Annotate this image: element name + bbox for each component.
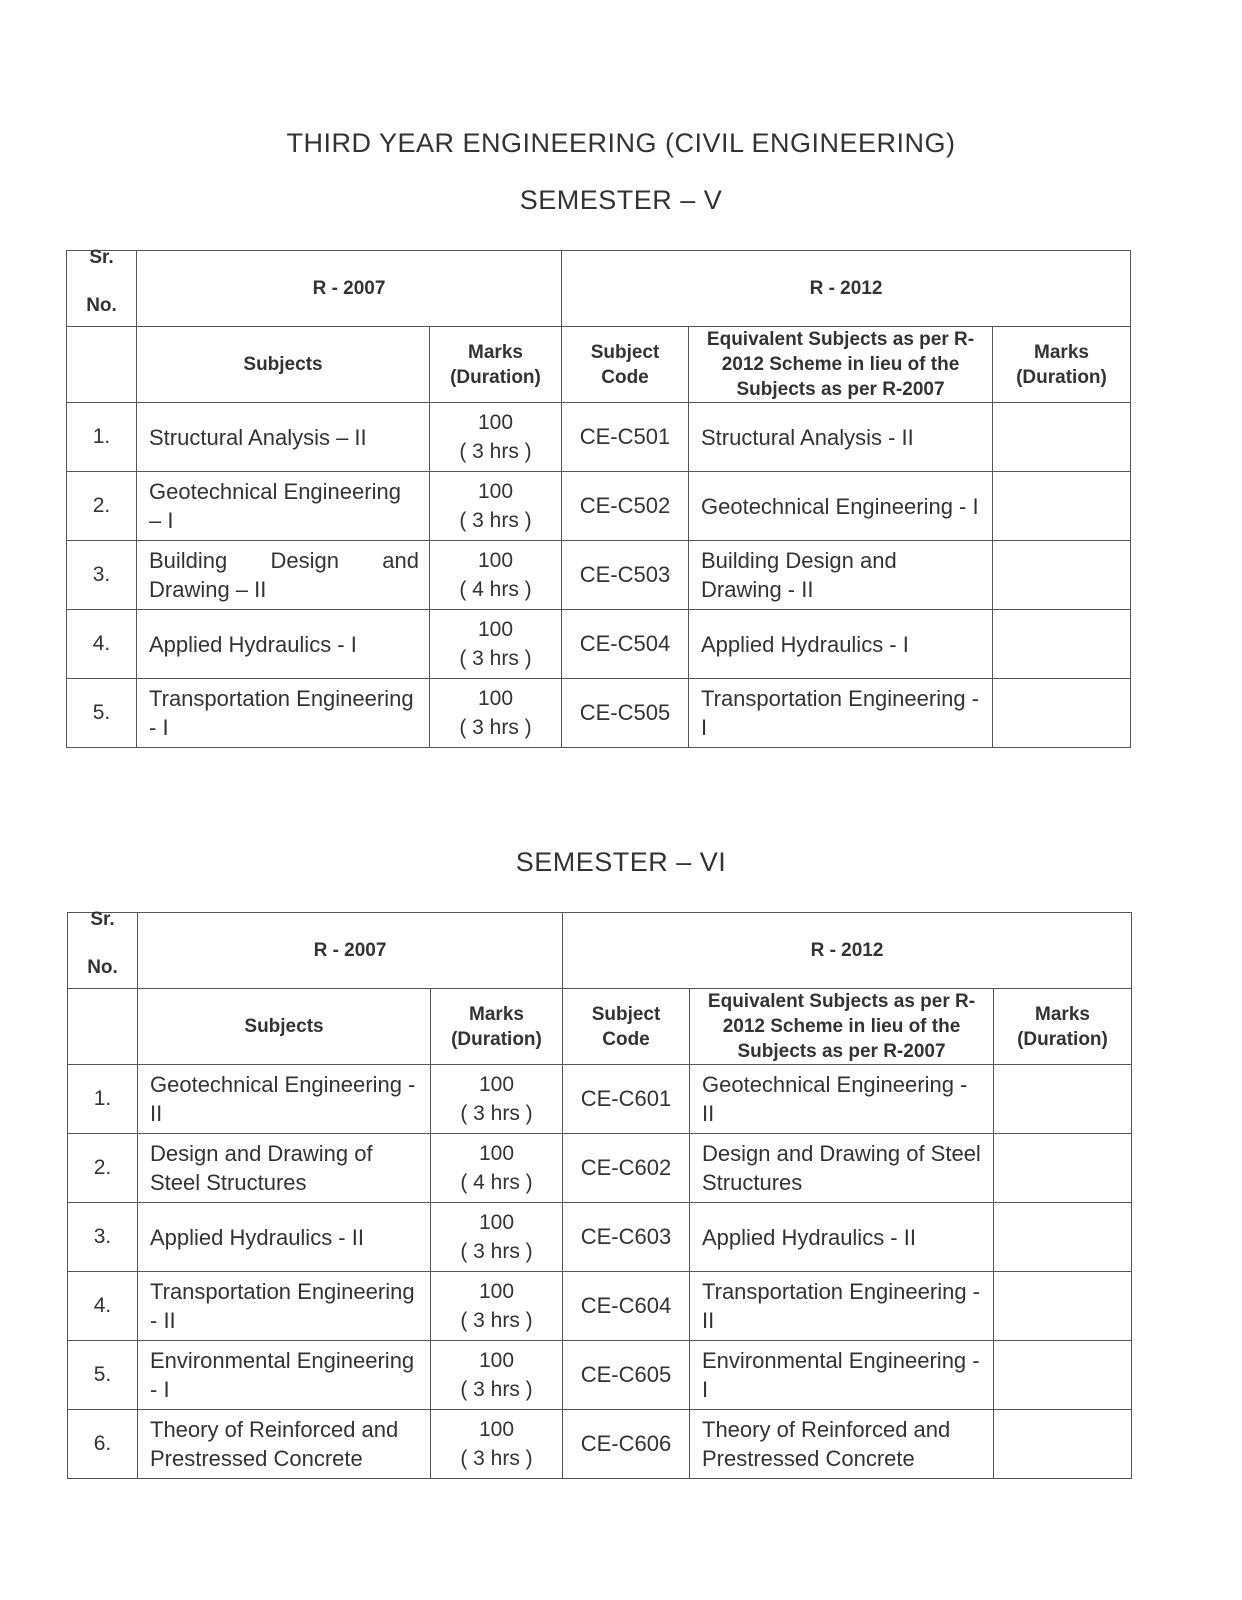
subject-code-cell: CE-C501 [562, 403, 689, 472]
marks-value: 100 [478, 1418, 515, 1441]
new-marks-cell [994, 1203, 1132, 1272]
subject-cell: Theory of Reinforced and Prestressed Concrete [138, 1410, 431, 1479]
subject-cell: Environmental Engineering - I [138, 1341, 431, 1410]
sr-no-cell: 1. [68, 1065, 138, 1134]
marks-value: 100 [478, 1142, 515, 1165]
new-marks-cell [993, 541, 1131, 610]
table-row [67, 472, 1131, 541]
old-scheme-header: R - 2007 [137, 251, 562, 327]
duration-value: ( 3 hrs ) [460, 1309, 533, 1332]
subjects-header: Subjects [138, 989, 431, 1065]
equivalent-subjects-header: Equivalent Subjects as per R-2012 Scheme in lieu of the Subjects as per R-2007 [690, 989, 994, 1065]
marks-cell [431, 1272, 563, 1341]
column-header-row [68, 989, 1132, 1065]
marks-cell [431, 1065, 563, 1134]
subject-code-cell: CE-C602 [563, 1134, 690, 1203]
equivalent-subject-cell: Structural Analysis - II [689, 403, 993, 472]
sr-header-bottom: No. [86, 294, 117, 316]
table-row [68, 1410, 1132, 1479]
duration-value: ( 3 hrs ) [459, 647, 532, 670]
semester-vi-title: SEMESTER – VI [515, 847, 727, 877]
subject-code-cell: CE-C502 [562, 472, 689, 541]
semester-vi-table [67, 908, 1132, 1479]
marks-value: 100 [478, 1280, 515, 1303]
table-row [68, 1203, 1132, 1272]
scheme-header-row [68, 913, 1132, 989]
duration-value: ( 3 hrs ) [459, 509, 532, 532]
sr-header-top: Sr. [89, 246, 114, 268]
semester-v-title: SEMESTER – V [519, 185, 723, 215]
equivalent-subject-cell: Geotechnical Engineering - II [690, 1065, 994, 1134]
old-scheme-header: R - 2007 [138, 913, 563, 989]
marks-cell [431, 1341, 563, 1410]
subject-code-cell: CE-C604 [563, 1272, 690, 1341]
table-row [68, 1065, 1132, 1134]
sr-no-cell: 2. [67, 472, 137, 541]
equivalent-subject-cell: Theory of Reinforced and Prestressed Concrete [690, 1410, 994, 1479]
sr-no-cell: 6. [68, 1410, 138, 1479]
duration-value: ( 3 hrs ) [460, 1102, 533, 1125]
sr-no-cell: 2. [68, 1134, 138, 1203]
marks-cell [431, 1203, 563, 1272]
marks-cell [430, 472, 562, 541]
marks-cell [430, 610, 562, 679]
new-marks-cell [993, 403, 1131, 472]
marks-value: 100 [477, 480, 514, 503]
subject-code-cell: CE-C601 [563, 1065, 690, 1134]
marks-value: 100 [478, 1349, 515, 1372]
scheme-header-row [67, 251, 1131, 327]
equivalent-subjects-header: Equivalent Subjects as per R-2012 Scheme in lieu of the Subjects as per R-2007 [689, 327, 993, 403]
new-marks-cell [994, 1272, 1132, 1341]
subject-cell: Geotechnical Engineering - II [138, 1065, 431, 1134]
equivalent-subject-cell: Environmental Engineering - I [690, 1341, 994, 1410]
sr-no-header [67, 246, 137, 327]
equivalent-subject-cell: Applied Hydraulics - II [690, 1203, 994, 1272]
subject-code-cell: CE-C606 [563, 1410, 690, 1479]
new-marks-cell [994, 1410, 1132, 1479]
subject-cell: Applied Hydraulics - II [138, 1203, 431, 1272]
sr-header-top: Sr. [90, 908, 115, 930]
table-row [68, 1134, 1132, 1203]
equivalent-subject-cell: Geotechnical Engineering - I [689, 472, 993, 541]
table-row [67, 679, 1131, 748]
marks-header: Marks (Duration) [431, 989, 563, 1065]
equivalent-subject-cell: Building Design and Drawing - II [689, 541, 993, 610]
subject-code-cell: CE-C603 [563, 1203, 690, 1272]
new-marks-cell [993, 610, 1131, 679]
sr-no-cell: 1. [67, 403, 137, 472]
duration-value: ( 4 hrs ) [460, 1171, 533, 1194]
duration-value: ( 3 hrs ) [460, 1378, 533, 1401]
new-marks-header: Marks (Duration) [993, 327, 1131, 403]
duration-value: ( 4 hrs ) [459, 578, 532, 601]
equivalent-subject-cell: Transportation Engineering - I [689, 679, 993, 748]
equivalent-subject-cell: Transportation Engineering - II [690, 1272, 994, 1341]
new-marks-cell [994, 1065, 1132, 1134]
duration-value: ( 3 hrs ) [459, 440, 532, 463]
new-scheme-header: R - 2012 [562, 251, 1131, 327]
subject-code-cell: CE-C504 [562, 610, 689, 679]
subject-code-cell: CE-C505 [562, 679, 689, 748]
page-title: THIRD YEAR ENGINEERING (CIVIL ENGINEERING) [286, 128, 956, 158]
new-marks-cell [993, 679, 1131, 748]
subject-code-header: Subject Code [562, 327, 689, 403]
subject-cell: Geotechnical Engineering – I [137, 472, 430, 541]
marks-cell [430, 403, 562, 472]
marks-value: 100 [478, 1073, 515, 1096]
empty-header-cell [68, 989, 138, 1065]
duration-value: ( 3 hrs ) [459, 716, 532, 739]
subject-code-cell: CE-C503 [562, 541, 689, 610]
table-row [67, 541, 1131, 610]
subject-cell: Design and Drawing of Steel Structures [138, 1134, 431, 1203]
new-marks-cell [993, 472, 1131, 541]
subject-cell: Transportation Engineering - II [138, 1272, 431, 1341]
new-marks-cell [994, 1341, 1132, 1410]
sr-header-bottom: No. [87, 956, 118, 978]
column-header-row [67, 327, 1131, 403]
semester-v-table [66, 246, 1131, 748]
table-row [67, 403, 1131, 472]
subject-cell: Transportation Engineering - I [137, 679, 430, 748]
sr-no-cell: 4. [67, 610, 137, 679]
sr-no-cell: 5. [68, 1341, 138, 1410]
subject-code-cell: CE-C605 [563, 1341, 690, 1410]
subjects-header: Subjects [137, 327, 430, 403]
equivalent-subject-cell: Design and Drawing of Steel Structures [690, 1134, 994, 1203]
subject-cell: Building Design and Drawing – II [137, 541, 430, 610]
equivalent-subject-cell: Applied Hydraulics - I [689, 610, 993, 679]
marks-value: 100 [478, 1211, 515, 1234]
marks-value: 100 [477, 618, 514, 641]
duration-value: ( 3 hrs ) [460, 1447, 533, 1470]
marks-cell [431, 1134, 563, 1203]
new-marks-cell [994, 1134, 1132, 1203]
marks-cell [431, 1410, 563, 1479]
marks-cell [430, 679, 562, 748]
table-row [68, 1272, 1132, 1341]
sr-no-cell: 3. [67, 541, 137, 610]
table-row [68, 1341, 1132, 1410]
new-scheme-header: R - 2012 [563, 913, 1132, 989]
subject-cell: Applied Hydraulics - I [137, 610, 430, 679]
sr-no-cell: 3. [68, 1203, 138, 1272]
marks-value: 100 [477, 549, 514, 572]
subject-code-header: Subject Code [563, 989, 690, 1065]
new-marks-header: Marks (Duration) [994, 989, 1132, 1065]
table-row [67, 610, 1131, 679]
sr-no-header [68, 908, 138, 989]
marks-cell [430, 541, 562, 610]
subject-cell: Structural Analysis – II [137, 403, 430, 472]
sr-no-cell: 4. [68, 1272, 138, 1341]
marks-header: Marks (Duration) [430, 327, 562, 403]
marks-value: 100 [477, 411, 514, 434]
duration-value: ( 3 hrs ) [460, 1240, 533, 1263]
empty-header-cell [67, 327, 137, 403]
sr-no-cell: 5. [67, 679, 137, 748]
marks-value: 100 [477, 687, 514, 710]
